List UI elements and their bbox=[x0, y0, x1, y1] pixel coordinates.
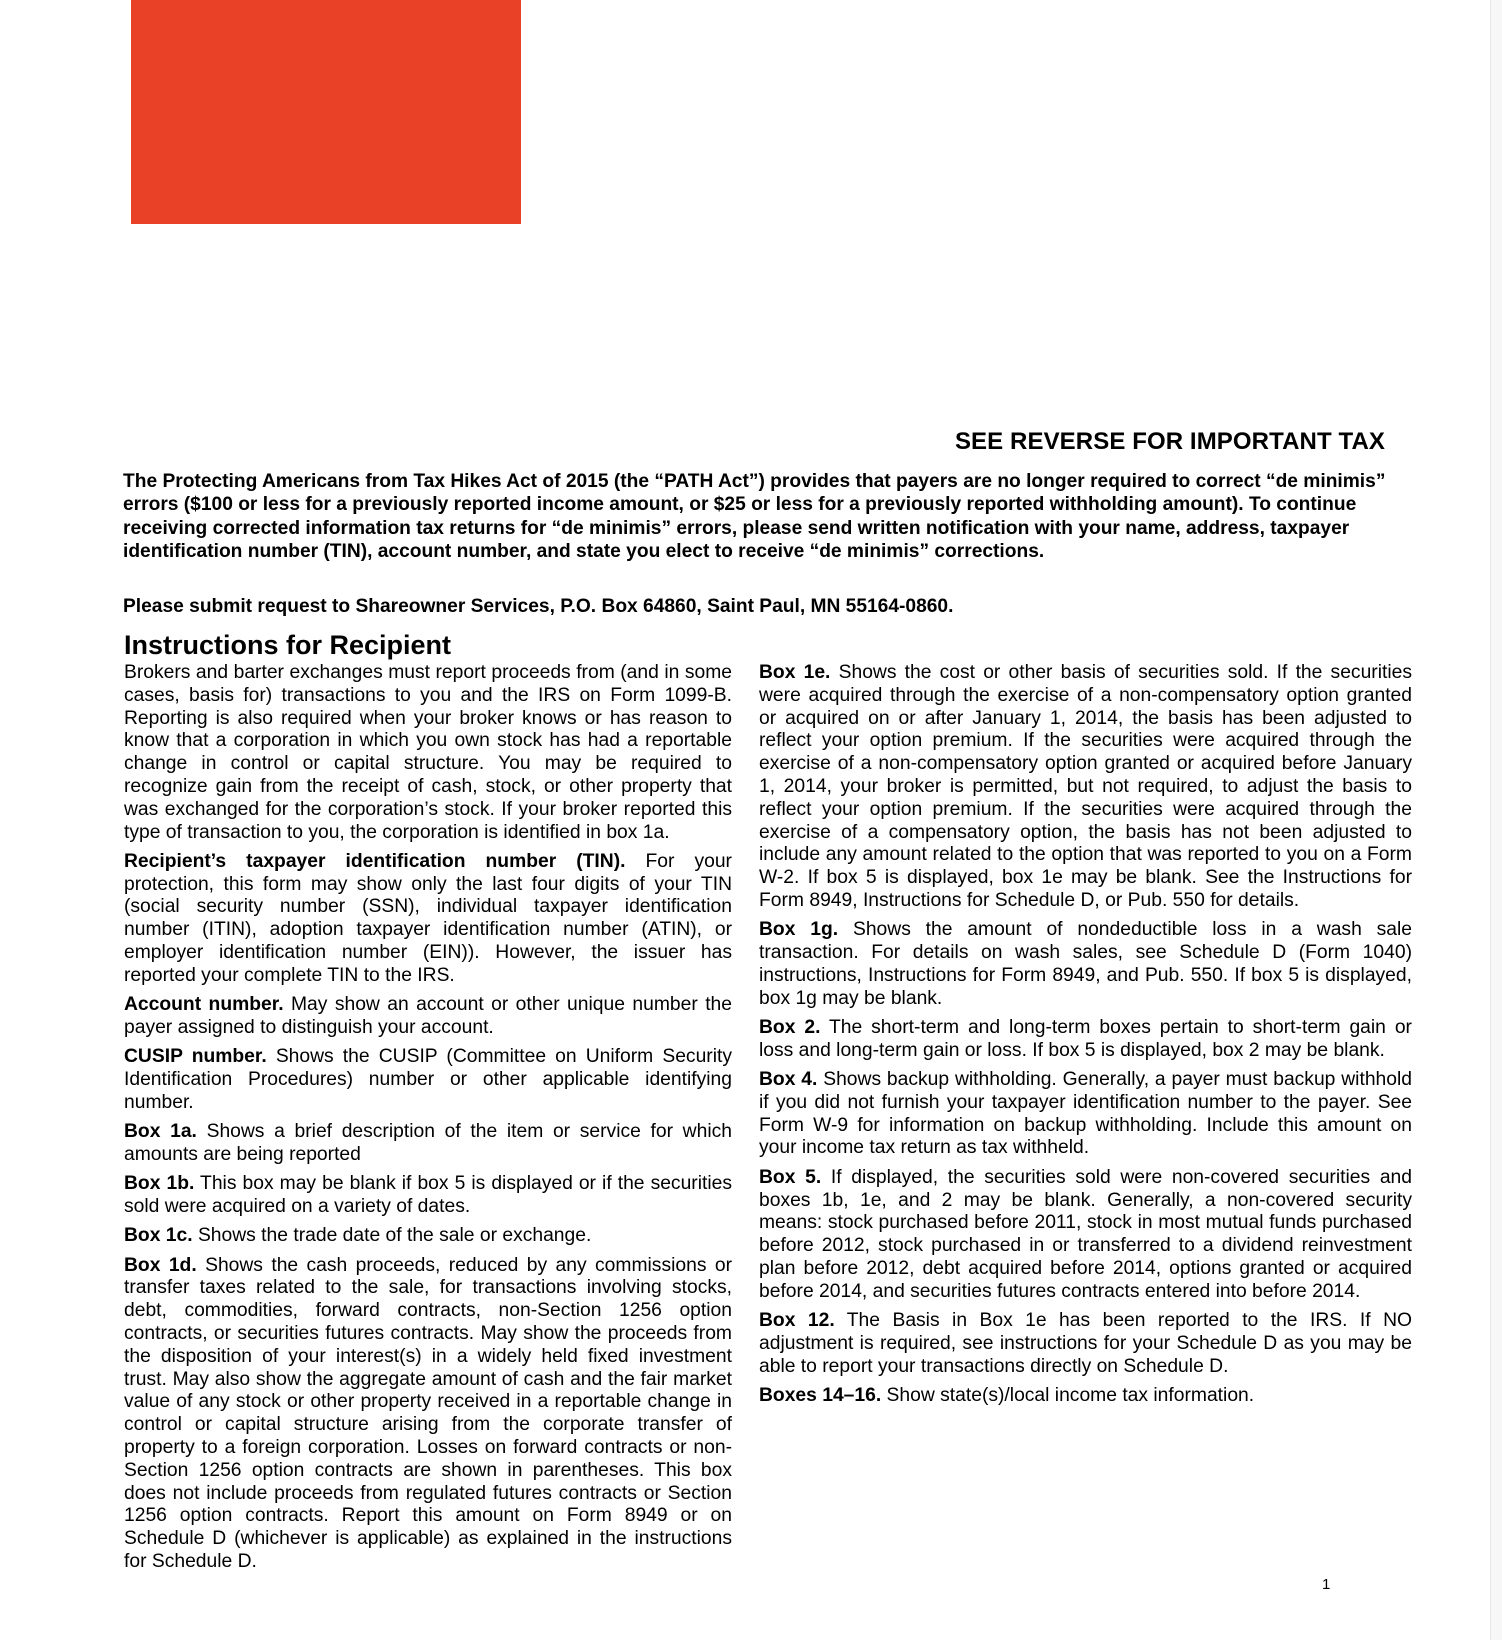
instructions-intro: Brokers and barter exchanges must report proceeds from (and in some cases, basis for) transactions to you and the IRS on Form 1099-B. Reporting is also required when your broker knows or has reason to know that a corporation in which you own stock has had a reportable change in control or capital structure. You may be required to recognize gain from the receipt of cash, stock, or other property that was exchanged for the corporation’s stock. If your broker reported this type of transaction to you, the corporation is identified in box 1a. bbox=[124, 662, 732, 843]
instruction-term: Box 1g. bbox=[759, 919, 839, 941]
instruction-text: Shows the amount of nondeductible loss in a wash sale transaction. For details on wash sales, see Schedule D (Form 1040) instructions, Instructions for Form 8949, and Pub. 550. If box 5 is displayed, box 1g may be blank. bbox=[759, 919, 1412, 1009]
instruction-box-2 bbox=[759, 1017, 1412, 1063]
instruction-term: Box 1a. bbox=[124, 1121, 197, 1143]
instruction-box-12 bbox=[759, 1310, 1412, 1378]
instruction-term: Box 1b. bbox=[124, 1173, 195, 1195]
instruction-text: May show an account or other unique number the payer assigned to distinguish your account. bbox=[124, 994, 732, 1038]
instruction-term: Boxes 14–16. bbox=[759, 1384, 882, 1406]
instruction-box-1e bbox=[759, 662, 1412, 913]
instruction-text: If displayed, the securities sold were non-covered securities and boxes 1b, 1e, and 2 may be blank. Generally, a non-covered security means: stock purchased before 2011, stock in most mutual funds purchased before 2012, stock purchased in or transferred to a dividend reinvestment plan before 2012, debt acquired before 2014, options granted or acquired before 2014, and securities futures contracts entered into before 2014. bbox=[759, 1166, 1412, 1302]
instruction-term: Recipient’s taxpayer identification number (TIN). bbox=[124, 850, 626, 872]
page-edge-divider bbox=[1490, 0, 1502, 1640]
see-reverse-heading: SEE REVERSE FOR IMPORTANT TAX bbox=[954, 428, 1385, 455]
instructions-title: Instructions for Recipient bbox=[124, 630, 452, 660]
instruction-term: CUSIP number. bbox=[124, 1046, 267, 1068]
instruction-text: Show state(s)/local income tax information. bbox=[881, 1384, 1255, 1406]
instruction-cusip-number bbox=[124, 1046, 732, 1114]
instruction-box-1g bbox=[759, 919, 1412, 1010]
instruction-box-1a bbox=[124, 1121, 732, 1167]
instructions-right-column bbox=[759, 662, 1412, 1414]
instruction-text: Shows a brief description of the item or service for which amounts are being reported bbox=[124, 1121, 732, 1165]
brand-color-block bbox=[131, 0, 521, 224]
path-act-notice: The Protecting Americans from Tax Hikes Act of 2015 (the “PATH Act”) provides that payers are no longer required to correct “de minimis” errors ($100 or less for a previously reported income amount, or $25 or less for a previously reported withholding amount). To continue receiving corrected information tax returns for “de minimis” errors, please send written notification with your name, address, taxpayer identification number (TIN), account number, and state you elect to receive “de minimis” corrections. bbox=[123, 471, 1386, 562]
instruction-text: Shows the cost or other basis of securities sold. If the securities were acquired through the exercise of a non-compensatory option granted or acquired on or after January 1, 2014, the basis has been adjusted to reflect your option premium. If the securities were acquired through the exercise of a non-compensatory option granted or acquired before January 1, 2014, your broker is permitted, but not required, to adjust the basis to reflect your option premium. If the securities were acquired through the exercise of a compensatory option, the basis has not been adjusted to include any amount related to the option that was reported to you on a Form W-2. If box 5 is displayed, box 1e may be blank. See the Instructions for Form 8949, Instructions for Schedule D, or Pub. 550 for details. bbox=[759, 662, 1412, 911]
instruction-text: For your protection, this form may show only the last four digits of your TIN (social security number (SSN), individual taxpayer identification number (ITIN), adoption taxpayer identification number (ATIN), or employer identification number (EIN)). However, the issuer has reported your complete TIN to the IRS. bbox=[124, 850, 732, 986]
instruction-term: Account number. bbox=[124, 994, 284, 1016]
instruction-boxes-14-16 bbox=[759, 1385, 1412, 1408]
instruction-term: Box 2. bbox=[759, 1016, 821, 1038]
instruction-term: Box 5. bbox=[759, 1166, 822, 1188]
page-number: 1 bbox=[1322, 1576, 1331, 1593]
instruction-text: The short-term and long-term boxes pertain to short-term gain or loss and long-term gain or loss. If box 5 is displayed, box 2 may be blank. bbox=[759, 1016, 1412, 1061]
instruction-tin bbox=[124, 851, 732, 988]
instruction-box-1b bbox=[124, 1173, 732, 1219]
instruction-box-5 bbox=[759, 1167, 1412, 1304]
instruction-text: Shows backup withholding. Generally, a payer must backup withhold if you did not furnish your taxpayer identification number to the payer. See Form W-9 for information on backup withholding. Include this amount on your income tax return as tax withheld. bbox=[759, 1069, 1412, 1159]
instruction-account-number bbox=[124, 994, 732, 1040]
instruction-term: Box 4. bbox=[759, 1069, 818, 1091]
instruction-text: Shows the cash proceeds, reduced by any commissions or transfer taxes related to the sale, for transactions involving stocks, debt, commodities, forward contracts, non-Section 1256 option contracts, or securities futures contracts. May show the proceeds from the disposition of your interest(s) in a widely held fixed investment trust. May also show the aggregate amount of cash and the fair market value of any stock or other property received in a reportable change in control or capital structure arising from the corporate transfer of property to a foreign corporation. Losses on forward contracts or non-Section 1256 option contracts are shown in parentheses. This box does not include proceeds from regulated futures contracts or Section 1256 option contracts. Report this amount on Form 8949 or on Schedule D (whichever is applicable) as explained in the instructions for Schedule D. bbox=[124, 1254, 732, 1572]
submit-request-address: Please submit request to Shareowner Services, P.O. Box 64860, Saint Paul, MN 55164-0860. bbox=[123, 596, 954, 617]
instruction-text: Shows the trade date of the sale or exchange. bbox=[192, 1225, 592, 1247]
instruction-term: Box 1e. bbox=[759, 662, 831, 683]
instruction-box-1c bbox=[124, 1225, 732, 1248]
instruction-box-1d bbox=[124, 1255, 732, 1574]
instruction-term: Box 12. bbox=[759, 1310, 835, 1332]
instruction-term: Box 1d. bbox=[124, 1254, 197, 1276]
instruction-text: Shows the CUSIP (Committee on Uniform Security Identification Procedures) number or other applicable identifying number. bbox=[124, 1046, 732, 1113]
instruction-term: Box 1c. bbox=[124, 1225, 193, 1247]
instruction-text: The Basis in Box 1e has been reported to the IRS. If NO adjustment is required, see instructions for your Schedule D as you may be able to report your transactions directly on Schedule D. bbox=[759, 1310, 1412, 1377]
instruction-text: This box may be blank if box 5 is displayed or if the securities sold were acquired on a variety of dates. bbox=[124, 1173, 733, 1218]
instruction-box-4 bbox=[759, 1069, 1412, 1160]
instructions-left-column bbox=[124, 662, 732, 1580]
